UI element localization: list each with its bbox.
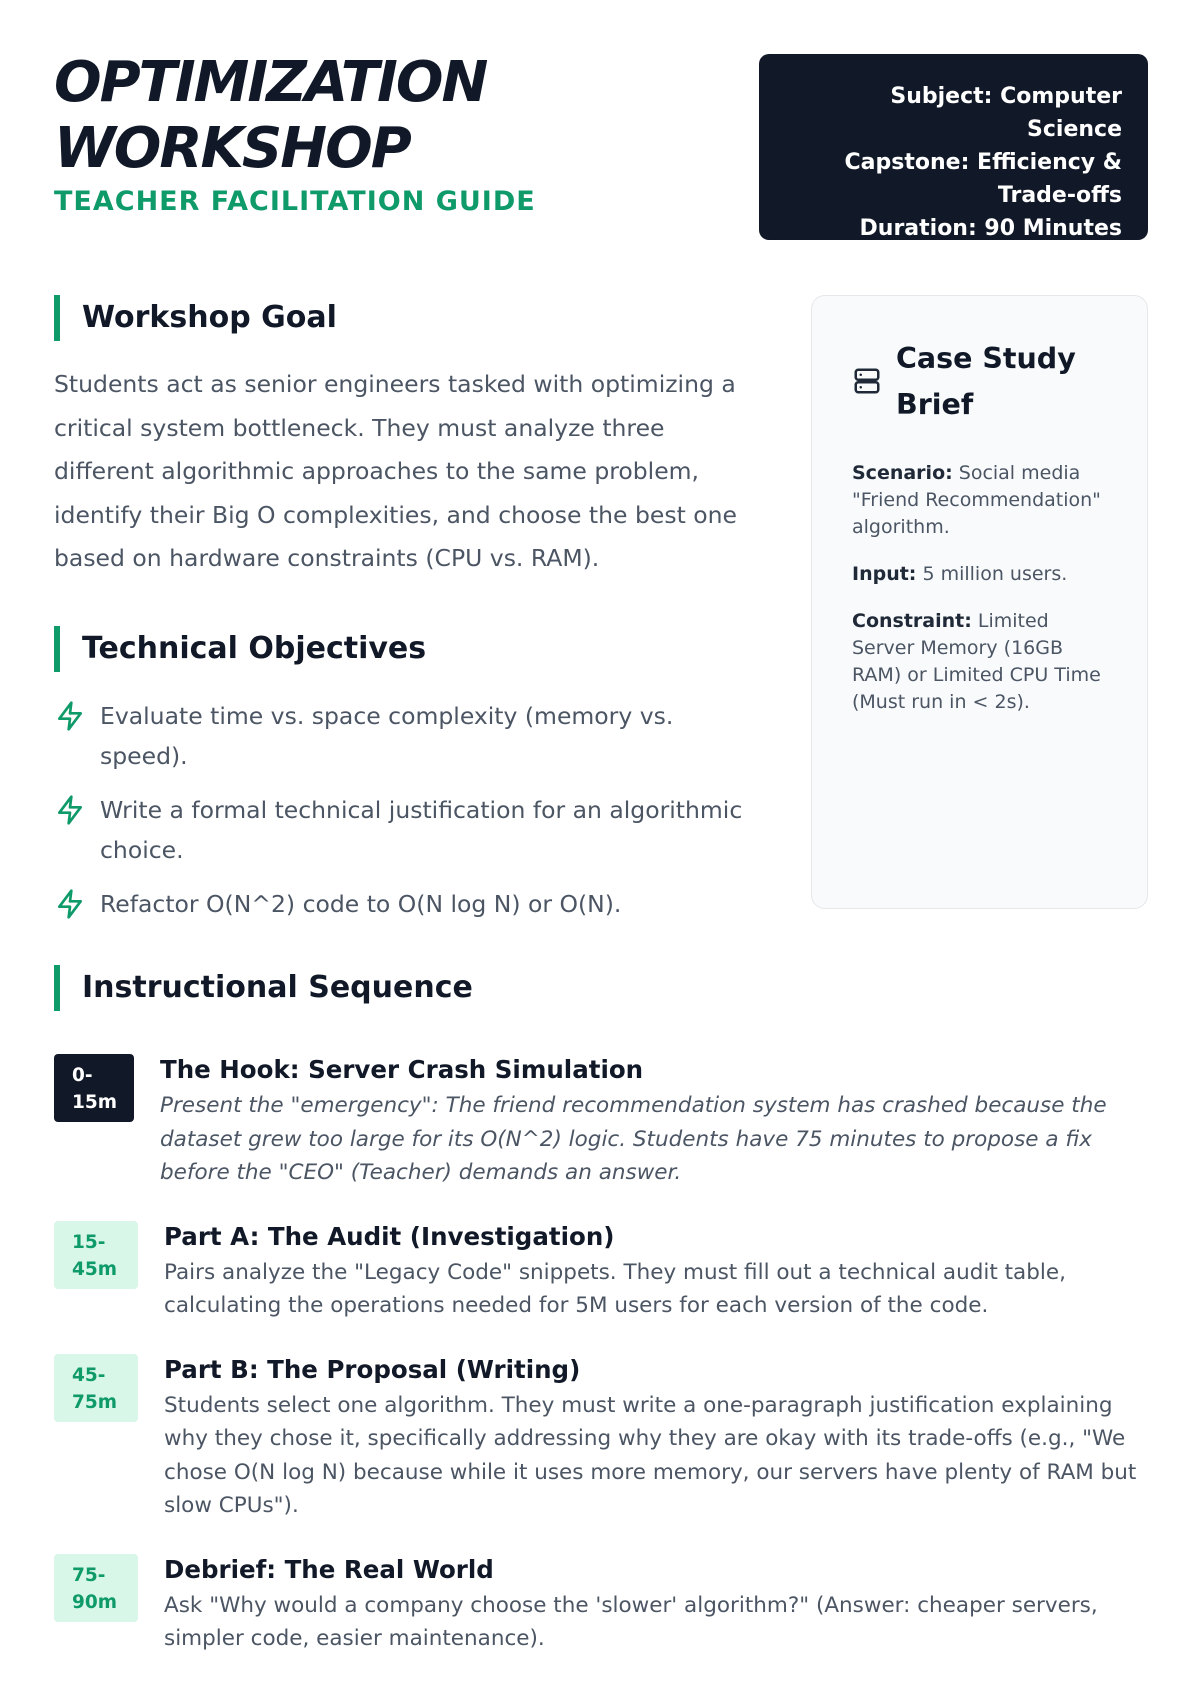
time-badge-end: 90m	[72, 1591, 118, 1613]
time-badge	[54, 1221, 138, 1289]
meta-subject: Subject: Computer Science	[890, 84, 1122, 142]
case-study-header	[852, 336, 1107, 428]
constraint-label: Constraint:	[852, 610, 972, 632]
workshop-goal-heading: Workshop Goal	[54, 295, 764, 341]
technical-objectives-heading: Technical Objectives	[54, 626, 764, 672]
sequence-title: Part B: The Proposal (Writing)	[164, 1354, 581, 1384]
constraint-text: Limited Server Memory (16GB RAM) or Limited CPU Time (Must run in < 2s).	[852, 610, 1101, 713]
sequence-description: Present the "emergency": The friend recommendation system has crashed because the dataset grew too large for its O(N^2) logic. Students have 75 minutes to propose a fix before the "CEO" (Teacher) demands an answer.	[160, 1093, 1107, 1185]
sequence-title: The Hook: Server Crash Simulation	[160, 1055, 644, 1084]
case-scenario	[852, 460, 1107, 541]
case-study-title-line-2: Brief	[896, 388, 974, 421]
time-badge-start: 0-	[72, 1065, 93, 1086]
time-badge-end: 15m	[72, 1092, 118, 1113]
case-input	[852, 561, 1107, 588]
time-badge	[54, 1554, 138, 1622]
time-badge	[54, 1354, 138, 1422]
input-text: 5 million users.	[916, 563, 1068, 585]
sequence-content	[164, 1220, 1148, 1323]
meta-duration: Duration: 90 Minutes	[859, 216, 1122, 241]
case-study-title	[896, 336, 1076, 428]
case-study-body	[852, 460, 1107, 716]
case-study-title-line-1: Case Study	[896, 342, 1076, 375]
scenario-label: Scenario:	[852, 462, 953, 484]
workshop-goal-section	[54, 295, 764, 581]
input-label: Input:	[852, 563, 917, 585]
time-badge-start: 75-	[72, 1564, 106, 1586]
lightning-bolt-icon	[54, 888, 86, 920]
scenario-text: Social media "Friend Recommendation" algorithm.	[852, 462, 1101, 538]
time-badge-start: 15-	[72, 1231, 106, 1253]
objective-text: Evaluate time vs. space complexity (memory vs. speed).	[100, 701, 674, 770]
meta-capstone-line-2: Trade-offs	[997, 183, 1122, 208]
meta-capstone-line-1: Capstone: Efficiency &	[844, 150, 1122, 175]
list-item	[54, 790, 764, 870]
workshop-goal-text: Students act as senior engineers tasked with optimizing a critical system bottleneck. They must analyze three different algorithmic approaches to the same problem, identify their Big O complexities, and choose the best one based on hardware constraints (CPU vs. RAM).	[54, 370, 738, 572]
case-constraint	[852, 608, 1107, 716]
sequence-title: Part A: The Audit (Investigation)	[164, 1221, 615, 1251]
server-icon	[852, 366, 882, 396]
list-item	[54, 1220, 1148, 1323]
sequence-title: Debrief: The Real World	[164, 1554, 494, 1584]
title-line-2: WORKSHOP	[54, 116, 410, 181]
list-item	[54, 884, 764, 924]
objectives-list	[54, 696, 764, 924]
sequence-description: Students select one algorithm. They must write a one-paragraph justification explaining why they chose it, specifically addressing why they are okay with its trade-offs (e.g., "We chose O(N log N) because while it uses more memory, our servers have plenty of RAM but slow CPUs").	[164, 1392, 1137, 1518]
sequence-content	[164, 1553, 1148, 1656]
time-badge-start: 45-	[72, 1364, 106, 1386]
sequence-description: Pairs analyze the "Legacy Code" snippets. They must fill out a technical audit table, calculating the operations needed for 5M users for each version of the code.	[164, 1259, 1066, 1318]
list-item	[54, 1553, 1148, 1656]
time-badge-end: 75m	[72, 1391, 118, 1413]
time-badge-end: 45m	[72, 1258, 118, 1280]
sequence-description: Ask "Why would a company choose the 'slower' algorithm?" (Answer: cheaper servers, simpler code, easier maintenance).	[164, 1592, 1098, 1651]
time-badge	[54, 1054, 134, 1122]
objective-text: Write a formal technical justification for an algorithmic choice.	[100, 795, 743, 864]
case-study-card	[811, 295, 1148, 909]
sequence-list	[54, 1053, 1148, 1656]
list-item	[54, 696, 764, 776]
list-item	[54, 1353, 1148, 1523]
instructional-sequence-heading: Instructional Sequence	[54, 965, 1148, 1011]
left-column	[54, 295, 764, 938]
meta-info-box	[759, 54, 1148, 240]
objective-text: Refactor O(N^2) code to O(N log N) or O(N).	[100, 889, 622, 918]
sequence-content	[164, 1353, 1148, 1523]
technical-objectives-section	[54, 626, 764, 924]
list-item	[54, 1053, 1148, 1190]
header	[54, 50, 1148, 250]
lightning-bolt-icon	[54, 794, 86, 826]
page-subtitle: TEACHER FACILITATION GUIDE	[54, 186, 536, 217]
lightning-bolt-icon	[54, 700, 86, 732]
sequence-content	[160, 1053, 1148, 1190]
instructional-sequence-section	[54, 965, 1148, 1686]
title-line-1: OPTIMIZATION	[54, 50, 487, 115]
page-title	[54, 50, 694, 182]
